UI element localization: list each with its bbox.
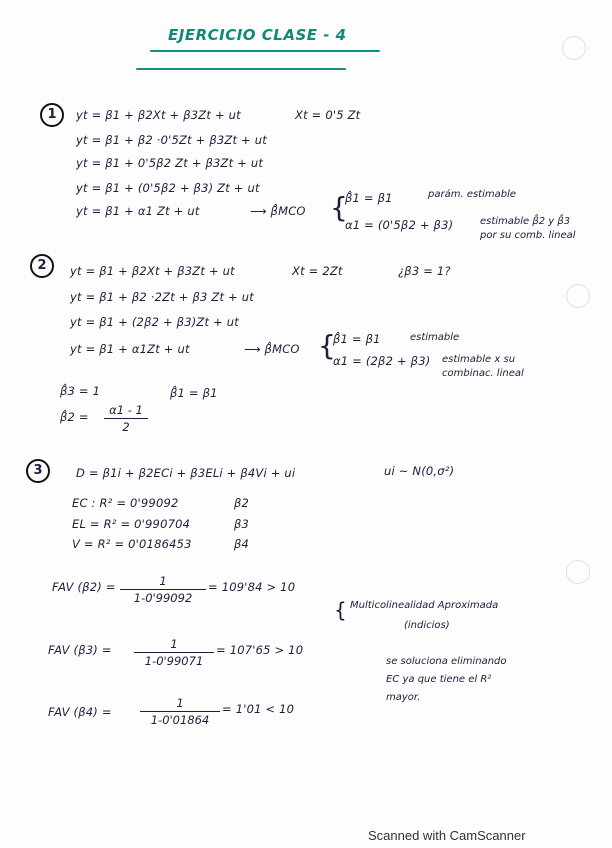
ex1-line-4: yt = β1 + (0'5β2 + β3) Zt + ut xyxy=(76,181,260,195)
ex1-note-1: parám. estimable xyxy=(428,189,517,200)
ex3-note-solution-3: mayor. xyxy=(386,692,421,703)
ex3-note-solution-1: se soluciona eliminando xyxy=(386,656,507,667)
fraction-bar xyxy=(134,652,214,653)
ex2-line-4: yt = β1 + α1Zt + ut xyxy=(70,342,190,356)
ex1-brace: { xyxy=(330,191,348,224)
ex2-result-b2-fraction xyxy=(104,403,148,434)
ex1-arrow-mco: ⟶ β̂MCO xyxy=(250,204,306,218)
ex3-note-indicios: (indicios) xyxy=(404,620,450,631)
fraction-bar xyxy=(120,589,206,590)
ex2-result-1: β̂1 = β1 xyxy=(333,332,381,346)
ex2-brace: { xyxy=(318,329,336,362)
ex2-line-3: yt = β1 + (2β2 + β3)Zt + ut xyxy=(70,315,239,329)
exercise-2-number: 2 xyxy=(30,254,54,278)
ex3-v-beta: β4 xyxy=(234,537,250,551)
ex2-note-2: estimable x su xyxy=(442,354,516,365)
ex1-line-3: yt = β1 + 0'5β2 Zt + β3Zt + ut xyxy=(76,156,264,170)
fav-b4-numerator: 1 xyxy=(176,696,184,710)
ex3-fav-b2-fraction xyxy=(120,574,206,605)
ex2-result-b1: β̂1 = β1 xyxy=(170,386,218,400)
ex2-line-1: yt = β1 + β2Xt + β3Zt + ut xyxy=(70,264,235,278)
ex2-line-1-condition: Xt = 2Zt xyxy=(292,264,343,278)
fraction-bar xyxy=(140,711,220,712)
ex2-fraction-numerator: α1 - 1 xyxy=(109,403,143,417)
ex3-fav-b2-label: FAV (β2) = xyxy=(52,580,116,594)
ex2-line-1-question: ¿β3 = 1? xyxy=(398,264,451,278)
ex3-fav-b3-fraction xyxy=(134,637,214,668)
ex3-fav-b3-label: FAV (β3) = xyxy=(48,643,112,657)
ex2-note-2b: combinac. lineal xyxy=(442,368,524,379)
ex3-fav-b2-result: = 109'84 > 10 xyxy=(208,580,296,594)
ex1-note-2b: por su comb. lineal xyxy=(480,230,576,241)
fav-b2-denominator: 1-0'99092 xyxy=(133,591,193,605)
ex3-fav-b4-label: FAV (β4) = xyxy=(48,705,112,719)
ex2-result-b3: β̂3 = 1 xyxy=(60,384,101,398)
ex3-note-multicolinealidad: Multicolinealidad Aproximada xyxy=(350,600,499,611)
ex2-line-2: yt = β1 + β2 ·2Zt + β3 Zt + ut xyxy=(70,290,254,304)
ex3-note-brace: { xyxy=(334,598,347,622)
ex3-v-r2: V = R² = 0'0186453 xyxy=(72,537,192,551)
title-underline xyxy=(150,50,380,52)
ex1-line-2: yt = β1 + β2 ·0'5Zt + β3Zt + ut xyxy=(76,133,267,147)
ghost-mark xyxy=(562,36,586,60)
ghost-mark xyxy=(566,560,590,584)
ex1-line-1-condition: Xt = 0'5 Zt xyxy=(295,108,361,122)
ex2-arrow-mco: ⟶ β̂MCO xyxy=(244,342,300,356)
ex3-model: D = β1i + β2ECi + β3ELi + β4Vi + ui xyxy=(76,466,296,480)
ex2-result-b2-label: β̂2 = xyxy=(60,410,89,424)
fav-b3-denominator: 1-0'99071 xyxy=(144,654,204,668)
ex2-note-1: estimable xyxy=(410,332,460,343)
ex1-line-1: yt = β1 + β2Xt + β3Zt + ut xyxy=(76,108,241,122)
ex1-result-1: β̂1 = β1 xyxy=(345,191,393,205)
ex2-result-2: α1 = (2β2 + β3) xyxy=(333,354,431,368)
ex3-fav-b3-result: = 107'65 > 10 xyxy=(216,643,304,657)
scanner-watermark: Scanned with CamScanner xyxy=(368,828,526,843)
exercise-1-number: 1 xyxy=(40,103,64,127)
ghost-mark xyxy=(566,284,590,308)
ex3-fav-b4-fraction xyxy=(140,696,220,727)
ex1-note-2: estimable β̂2 y β̂3 xyxy=(480,216,571,227)
ex3-el-r2: EL = R² = 0'990704 xyxy=(72,517,191,531)
fav-b2-numerator: 1 xyxy=(159,574,167,588)
fav-b4-denominator: 1-0'01864 xyxy=(150,713,210,727)
fav-b3-numerator: 1 xyxy=(170,637,178,651)
ex3-el-beta: β3 xyxy=(234,517,250,531)
title-underline-2 xyxy=(136,68,346,70)
ex3-note-solution-2: EC ya que tiene el R² xyxy=(386,674,492,685)
ex2-fraction-denominator: 2 xyxy=(122,420,130,434)
ex3-fav-b4-result: = 1'01 < 10 xyxy=(222,702,295,716)
fraction-bar xyxy=(104,418,148,419)
ex3-error-dist: ui ~ N(0,σ²) xyxy=(384,464,455,478)
exercise-3-number: 3 xyxy=(26,459,50,483)
ex1-line-5: yt = β1 + α1 Zt + ut xyxy=(76,204,200,218)
ex1-result-2: α1 = (0'5β2 + β3) xyxy=(345,218,454,232)
ex3-ec-beta: β2 xyxy=(234,496,250,510)
ex3-ec-r2: EC : R² = 0'99092 xyxy=(72,496,179,510)
page-title: EJERCICIO CLASE - 4 xyxy=(168,26,347,44)
